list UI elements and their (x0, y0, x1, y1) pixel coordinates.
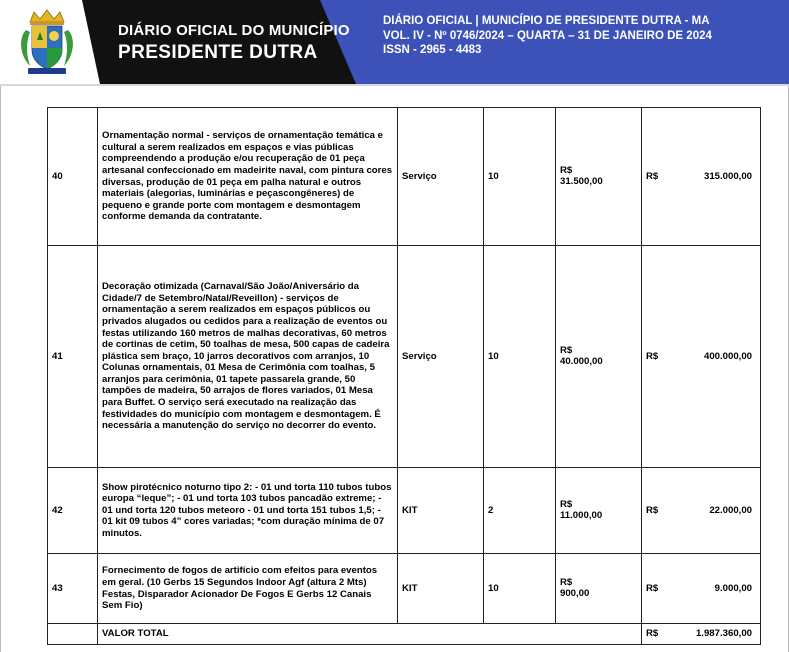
item-quantity: 2 (484, 468, 556, 554)
total-currency: R$ (646, 504, 659, 516)
unit-price-currency: R$ (560, 499, 573, 511)
item-number: 40 (48, 108, 98, 246)
item-unit-price (556, 246, 642, 468)
table-row (48, 108, 761, 246)
grand-total-value: 1.987.360,00 (695, 628, 752, 640)
publication-info-line2: VOL. IV - Nº 0746/2024 – QUARTA – 31 DE JANEIRO DE 2024 (383, 29, 712, 42)
item-number: 42 (48, 468, 98, 554)
total-currency: R$ (646, 350, 659, 362)
total-value: 22.000,00 (709, 504, 752, 516)
item-unit: KIT (398, 554, 484, 624)
unit-price-value: 40.000,00 (560, 356, 603, 368)
page-border-left (0, 86, 1, 652)
item-total (642, 468, 761, 554)
item-number: 43 (48, 554, 98, 624)
item-description: Fornecimento de fogos de artifício com efeitos para eventos em geral. (10 Gerbs 15 Segundos Indoor Agf (altura 2 Mts) Festas, Disparador Acionador De Fogos E Gerbs 12 Canais Sem Fio) (98, 554, 398, 624)
header-divider (0, 84, 789, 86)
unit-price-currency: R$ (560, 577, 573, 589)
table-row (48, 246, 761, 468)
total-currency: R$ (646, 170, 659, 182)
grand-total (642, 624, 761, 645)
total-row-spacer (48, 624, 98, 645)
item-unit: KIT (398, 468, 484, 554)
item-unit: Serviço (398, 108, 484, 246)
unit-price-currency: R$ (560, 345, 573, 357)
item-number: 41 (48, 246, 98, 468)
total-currency: R$ (646, 582, 659, 594)
item-unit-price (556, 554, 642, 624)
unit-price-value: 11.000,00 (560, 510, 603, 522)
total-value: 9.000,00 (714, 582, 752, 594)
total-row (48, 624, 761, 645)
item-total (642, 554, 761, 624)
item-description: Show pirotécnico noturno tipo 2: - 01 und torta 110 tubos tubos europa “leque”; - 01 und torta 103 tubos pancadão extreme; - 01 und torta 120 tubos meteoro - 01 und torta 151 tubos 1,5; - 01 kit 09 tubos 4” cores variadas; *com duração mínima de 07 minutos. (98, 468, 398, 554)
item-quantity: 10 (484, 554, 556, 624)
item-unit-price (556, 108, 642, 246)
grand-total-currency: R$ (646, 628, 659, 640)
item-description: Ornamentação normal - serviços de ornamentação temática e cultural a serem realizados em espaços e vias públicas compreendendo a produção e/ou recuperação de 01 peça artesanal confeccionado em madeirite naval, com pintura cores diversas, produção de 01 peça em palha natural e outros materiais (alegorias, luminárias e peçascongêneres) de pequeno e grande porte com montagem e desmontagem conforme demanda da contratante. (98, 108, 398, 246)
grand-total-label: VALOR TOTAL (98, 624, 642, 645)
masthead-title-line2: PRESIDENTE DUTRA (118, 42, 318, 63)
item-total (642, 246, 761, 468)
table-row (48, 468, 761, 554)
masthead (0, 0, 789, 84)
unit-price-currency: R$ (560, 165, 573, 177)
unit-price-value: 31.500,00 (560, 176, 603, 188)
table-row (48, 554, 761, 624)
total-value: 315.000,00 (703, 170, 752, 182)
unit-price-value: 900,00 (560, 588, 590, 600)
item-unit-price (556, 468, 642, 554)
item-unit: Serviço (398, 246, 484, 468)
publication-info-line1: DIÁRIO OFICIAL | MUNICÍPIO DE PRESIDENTE DUTRA - MA (383, 15, 710, 27)
masthead-title-line1: DIÁRIO OFICIAL DO MUNICÍPIO (118, 22, 350, 39)
item-quantity: 10 (484, 108, 556, 246)
total-value: 400.000,00 (703, 350, 752, 362)
item-total (642, 108, 761, 246)
publication-info-line3: ISSN - 2965 - 4483 (383, 44, 482, 56)
coat-of-arms-logo-icon (16, 8, 78, 76)
items-table (47, 107, 761, 645)
publication-info (383, 14, 712, 58)
item-description: Decoração otimizada (Carnaval/São João/Aniversário da Cidade/7 de Setembro/Natal/Reveillon) - serviços de ornamentação a serem realizados em espaços públicos ou privados alugados ou cedidos para a realização de eventos ou festas utilizando 160 metros de malhas decorativas, 60 metros de cortinas de cetim, 50 toalhas de mesa, 500 capas de cadeira plástica sem braço, 10 jarros decorativos com arranjos, 10 Colunas ornamentais, 01 Mesa de Cerimônia com toalhas, 5 arranjos para cerimônia, 01 tapete passarela grande, 50 tampões de madeira, 50 arrajos de flores variados, 01 Mesa para Buffet. O serviço será executado na realização das festividades do município com montagem e desmontagem. É necessária a manutenção do serviço no decorrer do evento. (98, 246, 398, 468)
item-quantity: 10 (484, 246, 556, 468)
